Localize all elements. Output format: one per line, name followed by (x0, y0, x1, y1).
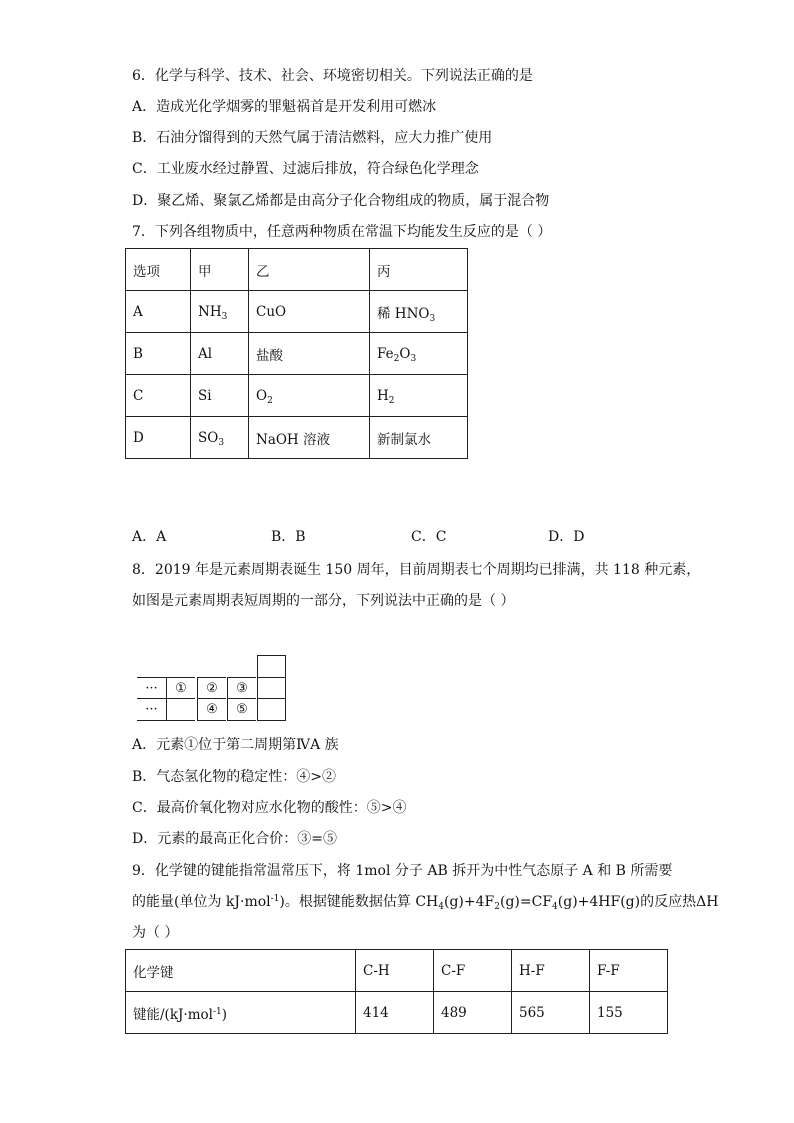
table-cell: C (126, 375, 191, 417)
q7-answer-b: B．B (271, 529, 306, 545)
pt-cell: ② (197, 677, 226, 699)
q9-bond-energy-table (125, 949, 668, 1034)
question-7-stem: 7．下列各组物质中，任意两种物质在常温下均能发生反应的是（ ） (132, 224, 552, 240)
table-header-row (126, 950, 668, 992)
question-9-stem-line3: 为（ ） (132, 925, 179, 941)
table-row (126, 992, 668, 1034)
pt-cell: ⑤ (227, 699, 256, 721)
header-cell: F-F (590, 950, 668, 992)
table-cell: $SO_3$ (191, 417, 249, 459)
table-cell: $NH_3$ (191, 291, 249, 333)
q7-answer-d: D．D (548, 529, 585, 545)
pt-cell (257, 699, 286, 721)
q6-option-d: D．聚乙烯、聚氯乙烯都是由高分子化合物组成的物质，属于混合物 (132, 193, 550, 209)
table-row (126, 375, 468, 417)
table-cell: Al (191, 333, 249, 375)
pt-cell: ④ (197, 699, 226, 721)
q8-option-c: C．最高价氧化物对应水化物的酸性：⑤>④ (132, 800, 407, 816)
table-cell: Si (191, 375, 249, 417)
question-6-stem: 6．化学与科学、技术、社会、环境密切相关。下列说法正确的是 (132, 68, 533, 84)
question-9-stem-line1: 9．化学键的键能指常温常压下，将 1mol 分子 AB 拆开为中性气态原子 A 和 B 所需要 (132, 863, 673, 879)
table-cell: $Fe_2O_3$ (370, 333, 468, 375)
table-cell: 155 (590, 992, 668, 1034)
q6-option-a: A．造成光化学烟雾的罪魁祸首是开发利用可燃冰 (132, 99, 437, 115)
pt-cell (257, 677, 286, 699)
question-8-stem-line1: 8．2019 年是元素周期表诞生 150 周年，目前周期表七个周期均已排满，共 118 种元素， (132, 562, 701, 578)
table-cell: 新制氯水 (370, 417, 468, 459)
question-9-stem-line2: 的能量(单位为 kJ·mol$^{-1}$)。根据键能数据估算 $CH_4(g)+4F_2(g)=CF_4(g)+4HF(g)$的反应热ΔH (132, 894, 719, 912)
header-cell: C-F (434, 950, 512, 992)
table-cell: A (126, 291, 191, 333)
header-cell: 选项 (126, 249, 191, 291)
table-cell: $O_2$ (249, 375, 370, 417)
q7-answer-a: A．A (132, 529, 167, 545)
table-cell: CuO (249, 291, 370, 333)
table-cell: 键能/(kJ·mol$^{-1}$) (126, 992, 356, 1034)
pt-cell-top (257, 655, 286, 677)
q6-option-b: B．石油分馏得到的天然气属于清洁燃料，应大力推广使用 (132, 130, 493, 146)
table-cell: 565 (512, 992, 590, 1034)
q7-table (125, 248, 468, 459)
header-cell: H-F (512, 950, 590, 992)
table-cell: $H_2$ (370, 375, 468, 417)
pt-cell: ① (166, 677, 195, 699)
table-row (126, 291, 468, 333)
header-cell: 乙 (249, 249, 370, 291)
table-cell: 盐酸 (249, 333, 370, 375)
q8-option-a: A．元素①位于第二周期第ⅣA 族 (132, 737, 339, 753)
question-8-stem-line2: 如图是元素周期表短周期的一部分，下列说法中正确的是（ ） (132, 593, 515, 609)
q7-answer-c: C．C (411, 529, 447, 545)
pt-cell: ③ (227, 677, 256, 699)
table-row (126, 417, 468, 459)
header-cell: 丙 (370, 249, 468, 291)
q8-option-b: B．气态氢化物的稳定性：④>② (132, 769, 337, 785)
pt-cell (166, 699, 195, 721)
header-cell: 甲 (191, 249, 249, 291)
q6-option-c: C．工业废水经过静置、过滤后排放，符合绿色化学理念 (132, 161, 479, 177)
q8-option-d: D．元素的最高正化合价：③=⑤ (132, 831, 337, 847)
table-cell: 489 (434, 992, 512, 1034)
header-cell: 化学键 (126, 950, 356, 992)
header-cell: C-H (356, 950, 434, 992)
table-cell: NaOH 溶液 (249, 417, 370, 459)
table-cell: 稀 $HNO_3$ (370, 291, 468, 333)
table-cell: B (126, 333, 191, 375)
pt-cell: ··· (137, 699, 166, 721)
table-cell: 414 (356, 992, 434, 1034)
pt-cell: ··· (137, 677, 166, 699)
table-header-row (126, 249, 468, 291)
table-cell: D (126, 417, 191, 459)
table-row (126, 333, 468, 375)
